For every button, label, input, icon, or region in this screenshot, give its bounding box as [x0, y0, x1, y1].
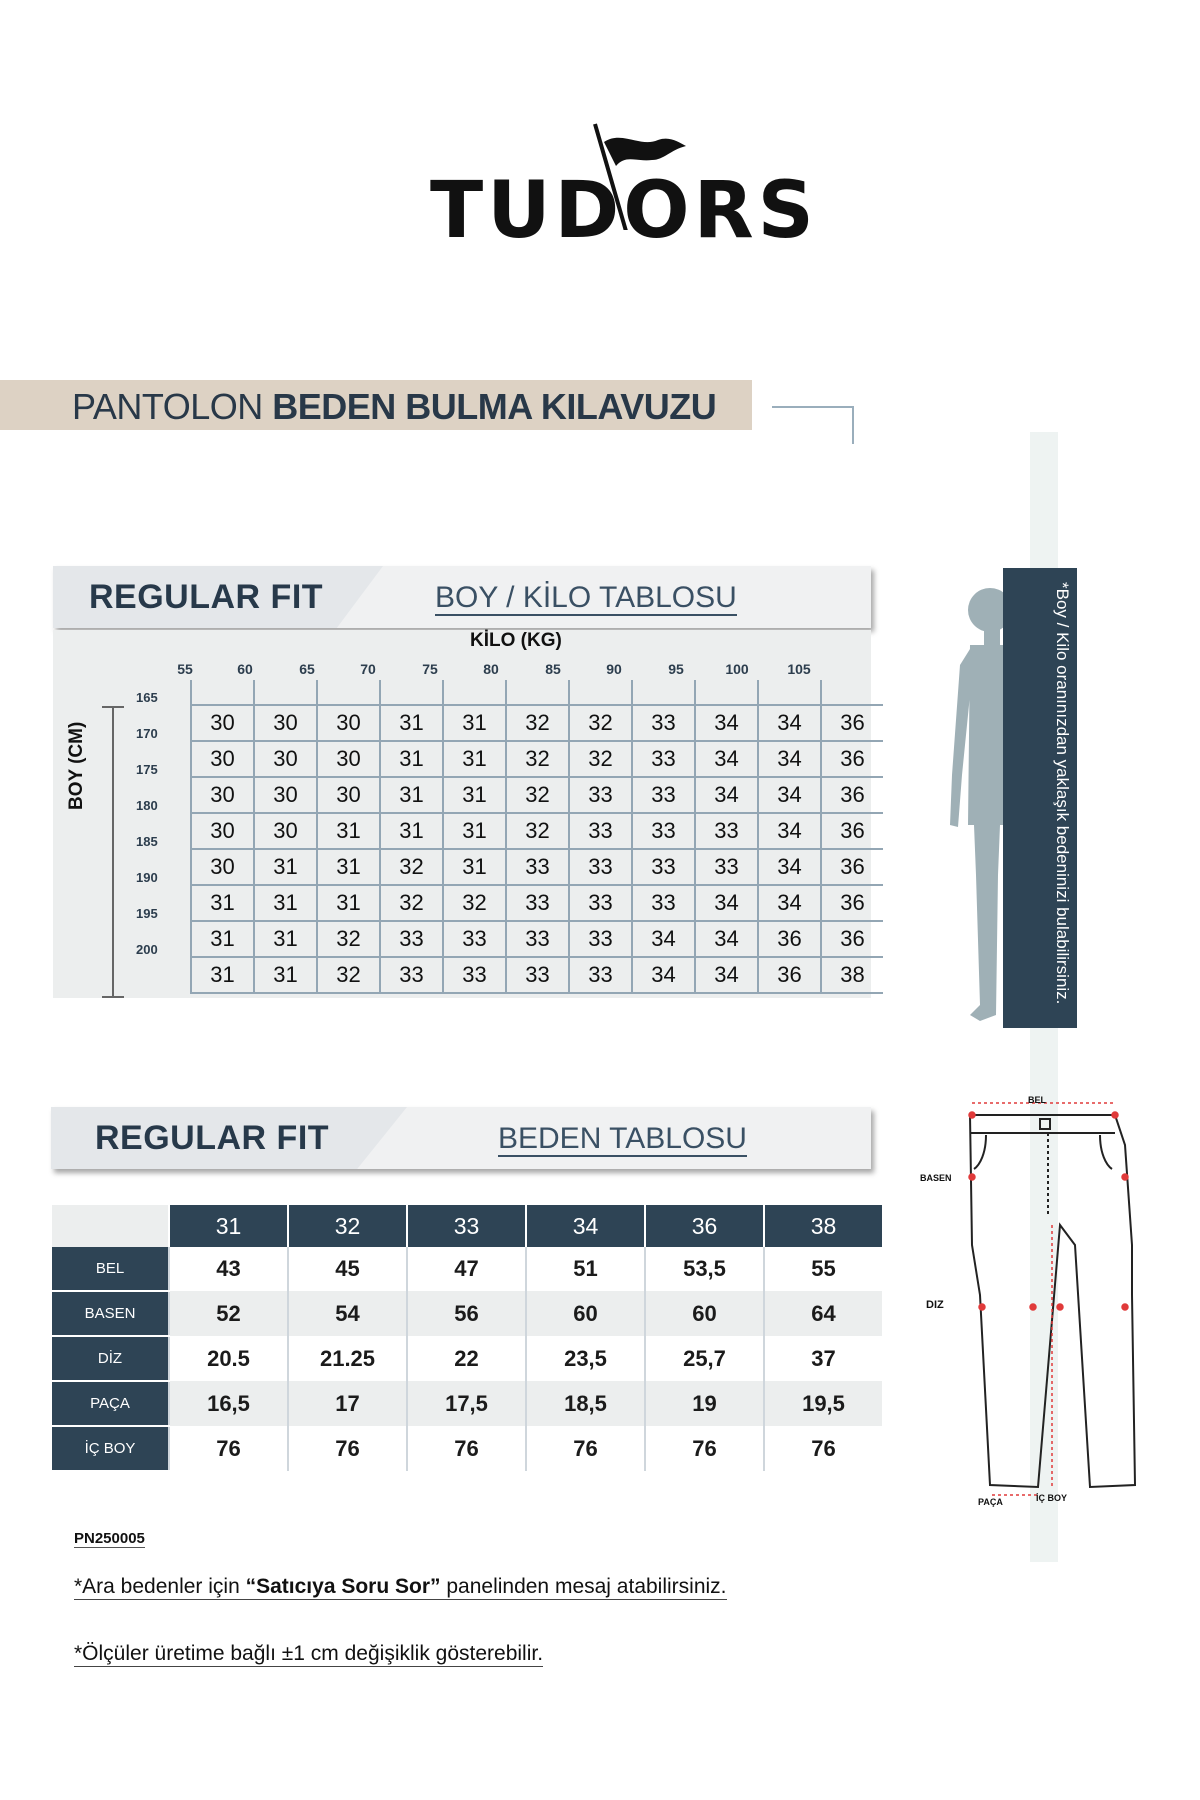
table-cell: 56 [407, 1291, 526, 1336]
table-row [52, 1336, 882, 1381]
table-cell: 37 [764, 1336, 882, 1381]
banner-divider-vertical [852, 406, 854, 444]
grid-cell: 30 [254, 705, 317, 741]
grid-cell: 30 [317, 705, 380, 741]
grid-cell: 32 [506, 705, 569, 741]
grid-spacer [506, 680, 569, 705]
grid-cell: 36 [821, 705, 883, 741]
grid-cell: 32 [317, 921, 380, 957]
grid-cell: 33 [632, 705, 695, 741]
grid-cell: 36 [758, 921, 821, 957]
grid-cell: 32 [317, 957, 380, 993]
grid-cell: 30 [254, 813, 317, 849]
grid-spacer [191, 680, 254, 705]
grid-cell: 33 [380, 957, 443, 993]
grid-cell: 33 [569, 777, 632, 813]
grid-spacer [569, 680, 632, 705]
table-cell: 76 [645, 1426, 764, 1471]
table-cell: 16,5 [169, 1381, 288, 1426]
grid-cell: 32 [569, 705, 632, 741]
grid-cell: 31 [380, 741, 443, 777]
kilo-tick: 75 [422, 661, 438, 677]
footer-note-1: *Ara bedenler için “Satıcıya Soru Sor” panelinden mesaj atabilirsiniz. [74, 1575, 727, 1598]
side-note-panel [1003, 568, 1077, 1028]
size-header: 34 [526, 1205, 645, 1247]
boy-tick: 185 [136, 834, 158, 849]
guide-title: PANTOLON BEDEN BULMA KILAVUZU [72, 386, 717, 427]
table-cell: 45 [288, 1247, 407, 1291]
table-cell: 60 [645, 1291, 764, 1336]
product-code: PN250005 [74, 1530, 145, 1547]
size-header: 36 [645, 1205, 764, 1247]
table-cell: 18,5 [526, 1381, 645, 1426]
grid-cell: 36 [821, 741, 883, 777]
table-cell: 17,5 [407, 1381, 526, 1426]
table-cell: 19 [645, 1381, 764, 1426]
grid-cell: 31 [443, 705, 506, 741]
kilo-tick: 95 [668, 661, 684, 677]
grid-cell: 31 [254, 849, 317, 885]
grid-cell: 33 [632, 741, 695, 777]
pants-label-paca: PAÇA [978, 1497, 1003, 1507]
fit-title: REGULAR FIT [95, 1119, 330, 1157]
pants-icon [920, 1095, 1150, 1505]
pants-label-basen: BASEN [920, 1173, 952, 1183]
boy-tick: 195 [136, 906, 158, 921]
boy-tick: 175 [136, 762, 158, 777]
boy-axis-title: BOY (CM) [66, 721, 87, 810]
grid-cell: 36 [821, 849, 883, 885]
kilo-tick: 80 [483, 661, 499, 677]
grid-cell: 36 [821, 921, 883, 957]
brand-name: TUDORS [430, 166, 818, 256]
footer-note-2: *Ölçüler üretime bağlı ±1 cm değişiklik gösterebilir. [74, 1642, 544, 1665]
table-cell: 52 [169, 1291, 288, 1336]
grid-cell: 30 [191, 849, 254, 885]
table-corner [52, 1205, 169, 1247]
grid-cell: 30 [254, 741, 317, 777]
grid-cell: 34 [758, 705, 821, 741]
grid-cell: 33 [569, 957, 632, 993]
grid-cell: 36 [821, 813, 883, 849]
grid-spacer [254, 680, 317, 705]
grid-row [191, 777, 883, 813]
boy-tick: 200 [136, 942, 158, 957]
grid-cell: 33 [569, 849, 632, 885]
grid-spacer [380, 680, 443, 705]
grid-cell: 34 [695, 705, 758, 741]
pants-label-bel: BEL [1028, 1095, 1046, 1105]
table-cell: 53,5 [645, 1247, 764, 1291]
grid-cell: 31 [380, 705, 443, 741]
grid-cell: 33 [506, 957, 569, 993]
grid-cell: 32 [506, 813, 569, 849]
table-cell: 64 [764, 1291, 882, 1336]
grid-spacer [695, 680, 758, 705]
grid-cell: 33 [695, 813, 758, 849]
grid-cell: 33 [443, 921, 506, 957]
grid-cell: 31 [443, 849, 506, 885]
grid-cell: 31 [191, 921, 254, 957]
tab-boy-kilo: BOY / KİLO TABLOSU [435, 581, 737, 614]
grid-cell: 33 [695, 849, 758, 885]
table-row [52, 1291, 882, 1336]
grid-cell: 34 [695, 741, 758, 777]
size-header: 38 [764, 1205, 882, 1247]
table-row [52, 1381, 882, 1426]
beden-table [52, 1205, 882, 1472]
grid-spacer [758, 680, 821, 705]
grid-row [191, 885, 883, 921]
size-header: 32 [288, 1205, 407, 1247]
grid-cell: 30 [191, 777, 254, 813]
table-cell: 76 [764, 1426, 882, 1471]
kilo-tick: 85 [545, 661, 561, 677]
row-label: BASEN [52, 1291, 169, 1336]
row-label: PAÇA [52, 1381, 169, 1426]
table-cell: 25,7 [645, 1336, 764, 1381]
kilo-tick: 90 [606, 661, 622, 677]
grid-cell: 33 [569, 921, 632, 957]
grid-cell: 31 [443, 741, 506, 777]
grid-row [191, 705, 883, 741]
table-cell: 54 [288, 1291, 407, 1336]
kilo-tick: 70 [360, 661, 376, 677]
grid-cell: 31 [191, 885, 254, 921]
kilo-axis-title: KİLO (KG) [470, 630, 562, 651]
grid-cell: 34 [695, 957, 758, 993]
grid-cell: 34 [695, 777, 758, 813]
grid-cell: 33 [632, 777, 695, 813]
grid-cell: 33 [632, 885, 695, 921]
pants-label-diz: DIZ [926, 1299, 944, 1311]
pants-label-ic-boy: İÇ BOY [1036, 1493, 1068, 1503]
grid-cell: 34 [758, 885, 821, 921]
table-cell: 43 [169, 1247, 288, 1291]
grid-cell: 31 [254, 921, 317, 957]
table-cell: 47 [407, 1247, 526, 1291]
section-header-boy-kilo [53, 566, 871, 628]
grid-cell: 31 [191, 957, 254, 993]
grid-spacer [443, 680, 506, 705]
grid-cell: 34 [695, 885, 758, 921]
grid-cell: 30 [191, 741, 254, 777]
boy-tick: 165 [136, 690, 158, 705]
table-cell: 23,5 [526, 1336, 645, 1381]
kilo-tick: 105 [787, 661, 811, 677]
grid-cell: 36 [758, 957, 821, 993]
grid-cell: 33 [632, 849, 695, 885]
grid-cell: 31 [254, 885, 317, 921]
boy-axis-cap-bottom [102, 996, 124, 998]
boy-axis-line [112, 706, 114, 998]
table-row [52, 1247, 882, 1291]
grid-cell: 33 [569, 885, 632, 921]
grid-cell: 34 [758, 849, 821, 885]
grid-cell: 31 [317, 813, 380, 849]
grid-cell: 32 [380, 885, 443, 921]
boy-tick: 190 [136, 870, 158, 885]
grid-cell: 36 [821, 885, 883, 921]
grid-cell: 38 [821, 957, 883, 993]
grid-cell: 31 [380, 813, 443, 849]
grid-cell: 34 [632, 921, 695, 957]
table-cell: 76 [288, 1426, 407, 1471]
boy-kilo-table [190, 680, 883, 994]
side-note-text: *Boy / Kilo oranınızdan yaklaşık bedeninizi bulabilirsiniz. [1053, 582, 1072, 1005]
grid-cell: 33 [506, 921, 569, 957]
grid-row [191, 813, 883, 849]
grid-cell: 33 [506, 885, 569, 921]
banner-divider [772, 406, 854, 408]
grid-cell: 30 [191, 813, 254, 849]
grid-cell: 34 [632, 957, 695, 993]
grid-cell: 30 [317, 741, 380, 777]
kilo-tick: 65 [299, 661, 315, 677]
table-cell: 76 [407, 1426, 526, 1471]
grid-spacer [317, 680, 380, 705]
grid-cell: 31 [443, 813, 506, 849]
pants-diagram [920, 1095, 1150, 1505]
row-label: DİZ [52, 1336, 169, 1381]
grid-cell: 30 [254, 777, 317, 813]
table-cell: 17 [288, 1381, 407, 1426]
boy-tick: 180 [136, 798, 158, 813]
grid-cell: 31 [317, 885, 380, 921]
kilo-tick: 55 [177, 661, 193, 677]
table-cell: 20.5 [169, 1336, 288, 1381]
table-row [52, 1426, 882, 1471]
table-cell: 76 [169, 1426, 288, 1471]
grid-cell: 30 [317, 777, 380, 813]
table-cell: 76 [526, 1426, 645, 1471]
row-label: İÇ BOY [52, 1426, 169, 1471]
grid-cell: 32 [506, 741, 569, 777]
grid-cell: 32 [506, 777, 569, 813]
grid-row [191, 957, 883, 993]
grid-row [191, 741, 883, 777]
grid-row [191, 849, 883, 885]
human-silhouette-icon [940, 575, 1012, 1027]
size-header: 33 [407, 1205, 526, 1247]
table-cell: 51 [526, 1247, 645, 1291]
grid-cell: 31 [317, 849, 380, 885]
kilo-tick: 100 [725, 661, 749, 677]
section-header-beden [51, 1107, 871, 1169]
grid-row [191, 921, 883, 957]
grid-spacer [632, 680, 695, 705]
grid-cell: 32 [569, 741, 632, 777]
grid-cell: 33 [569, 813, 632, 849]
grid-cell: 33 [380, 921, 443, 957]
guide-banner [0, 380, 752, 430]
grid-cell: 32 [380, 849, 443, 885]
size-header: 31 [169, 1205, 288, 1247]
grid-cell: 34 [758, 813, 821, 849]
table-cell: 60 [526, 1291, 645, 1336]
table-cell: 22 [407, 1336, 526, 1381]
table-cell: 21.25 [288, 1336, 407, 1381]
grid-cell: 31 [254, 957, 317, 993]
grid-cell: 36 [821, 777, 883, 813]
table-cell: 55 [764, 1247, 882, 1291]
grid-cell: 33 [632, 813, 695, 849]
grid-cell: 33 [506, 849, 569, 885]
grid-cell: 30 [191, 705, 254, 741]
kilo-tick: 60 [237, 661, 253, 677]
grid-cell: 33 [443, 957, 506, 993]
boy-tick: 170 [136, 726, 158, 741]
boy-axis-cap-top [102, 706, 124, 708]
row-label: BEL [52, 1247, 169, 1291]
grid-cell: 34 [758, 777, 821, 813]
grid-spacer [821, 680, 883, 705]
fit-title: REGULAR FIT [89, 578, 324, 616]
grid-cell: 34 [695, 921, 758, 957]
brand-logo [430, 120, 818, 260]
grid-cell: 32 [443, 885, 506, 921]
grid-cell: 31 [380, 777, 443, 813]
grid-cell: 31 [443, 777, 506, 813]
table-cell: 19,5 [764, 1381, 882, 1426]
grid-cell: 34 [758, 741, 821, 777]
tab-beden: BEDEN TABLOSU [498, 1122, 747, 1155]
